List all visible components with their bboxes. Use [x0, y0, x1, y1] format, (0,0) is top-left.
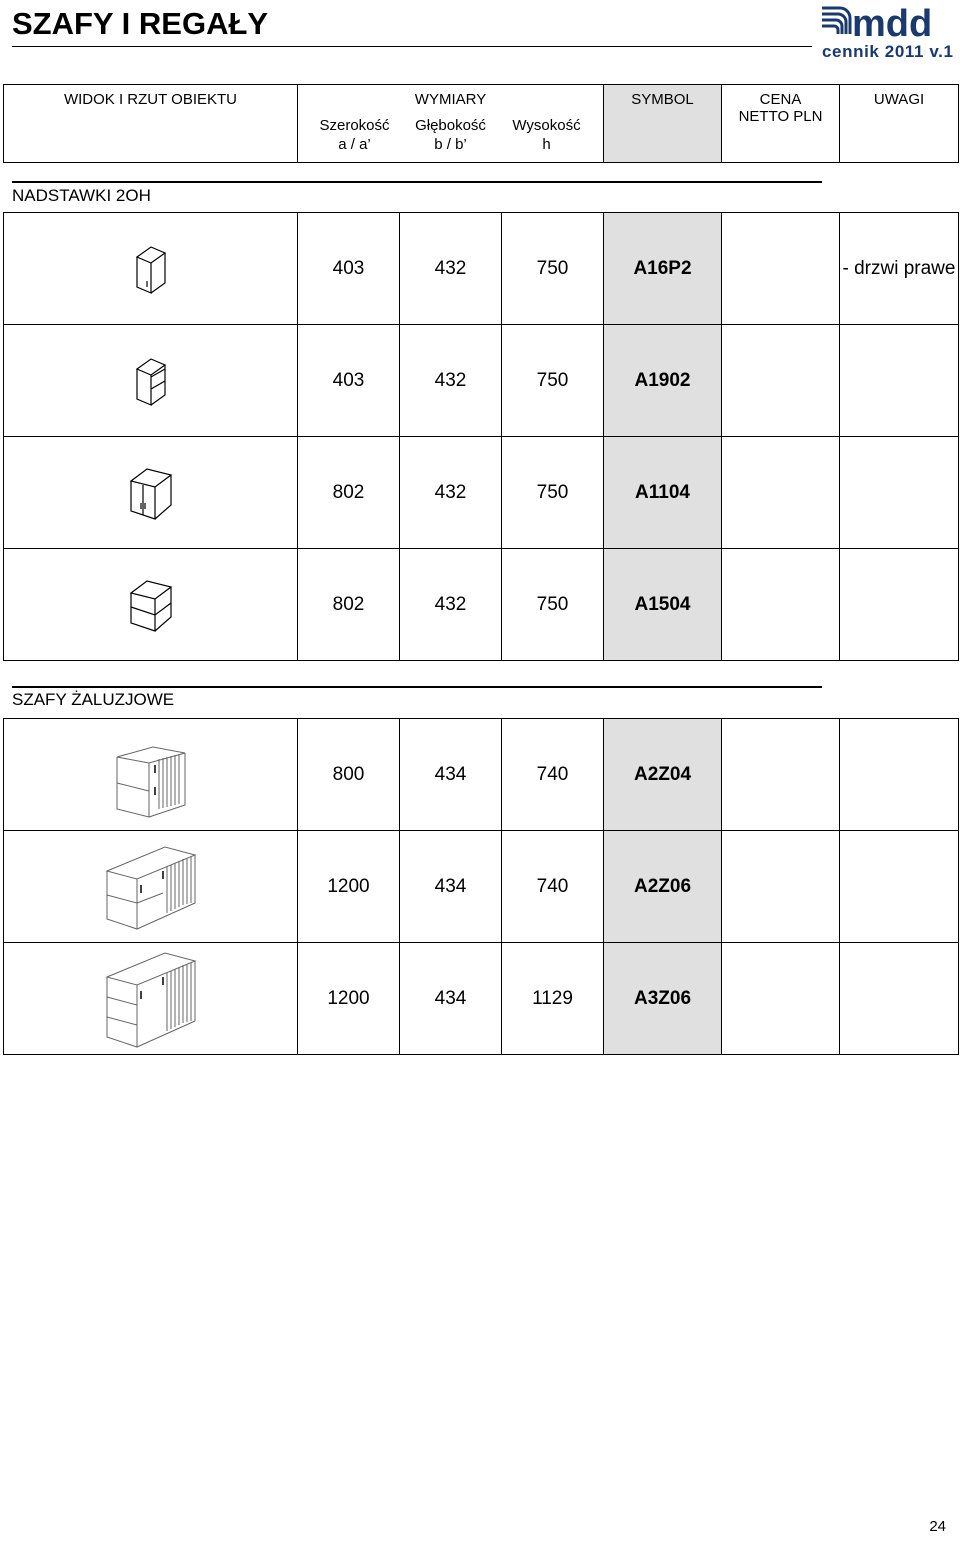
- logo-subtitle: cennik 2011 v.1: [822, 42, 954, 61]
- header-width-sub: a / a’: [338, 136, 371, 153]
- symbol-cell: A16P2: [604, 213, 722, 325]
- section-rule: [12, 181, 822, 183]
- height-cell: 740: [502, 831, 604, 943]
- header-height-sub: h: [542, 136, 551, 153]
- mdd-logo-mark: [818, 2, 956, 42]
- open-shelf-narrow-icon: [131, 355, 171, 407]
- table-row: [4, 549, 959, 661]
- section-table: [3, 212, 959, 661]
- price-cell: [722, 437, 840, 549]
- page-title: SZAFY I REGAŁY: [12, 6, 269, 41]
- symbol-cell: A2Z06: [604, 831, 722, 943]
- section-label: SZAFY ŻALUZJOWE: [12, 690, 175, 709]
- depth-cell: 432: [400, 325, 502, 437]
- price-cell: [722, 831, 840, 943]
- header-dimensions-label: WYMIARY: [414, 91, 487, 108]
- product-drawing: [4, 719, 298, 831]
- header-depth-sub: b / b’: [434, 136, 467, 153]
- table-row: [4, 325, 959, 437]
- note-cell: [840, 325, 959, 437]
- height-cell: 750: [502, 213, 604, 325]
- note-cell: - drzwi prawe: [840, 213, 959, 325]
- product-drawing: [4, 437, 298, 549]
- height-cell: 750: [502, 549, 604, 661]
- depth-cell: 434: [400, 943, 502, 1055]
- section-table: [3, 718, 959, 1055]
- symbol-cell: A1104: [604, 437, 722, 549]
- price-cell: [722, 213, 840, 325]
- note-cell: [840, 943, 959, 1055]
- price-cell: [722, 719, 840, 831]
- price-cell: [722, 549, 840, 661]
- header-height: [499, 116, 595, 154]
- depth-cell: 432: [400, 213, 502, 325]
- note-cell: [840, 437, 959, 549]
- product-drawing: [4, 213, 298, 325]
- height-cell: 750: [502, 437, 604, 549]
- table-row: [4, 213, 959, 325]
- height-cell: 1129: [502, 943, 604, 1055]
- header-price-line2: NETTO PLN: [738, 108, 823, 125]
- table-row: [4, 943, 959, 1055]
- width-cell: 800: [298, 719, 400, 831]
- header-width-label: Szerokość: [319, 117, 390, 134]
- header-symbol-label: SYMBOL: [631, 91, 694, 108]
- section-rule: [12, 686, 822, 688]
- depth-cell: 434: [400, 719, 502, 831]
- section-label: NADSTAWKI 2OH: [12, 186, 151, 205]
- header-depth: [403, 116, 499, 154]
- header-table: [3, 84, 959, 163]
- width-cell: 403: [298, 213, 400, 325]
- width-cell: 1200: [298, 831, 400, 943]
- product-drawing: [4, 943, 298, 1055]
- height-cell: 750: [502, 325, 604, 437]
- double-door-cabinet-icon: [125, 465, 177, 521]
- depth-cell: 434: [400, 831, 502, 943]
- single-door-cabinet-icon: [131, 243, 171, 295]
- note-cell: [840, 831, 959, 943]
- depth-cell: 432: [400, 437, 502, 549]
- header-dimensions: [298, 85, 604, 163]
- header-notes: [840, 85, 959, 163]
- title-rule: [12, 46, 812, 47]
- note-cell: [840, 549, 959, 661]
- price-cell: [722, 325, 840, 437]
- product-drawing: [4, 325, 298, 437]
- product-drawing: [4, 831, 298, 943]
- header-price-line1: CENA: [759, 91, 802, 108]
- header-width: [307, 116, 403, 154]
- header-price: [722, 85, 840, 163]
- header-depth-label: Głębokość: [415, 117, 486, 134]
- logo-brand-text: mdd: [852, 3, 933, 42]
- product-drawing: [4, 549, 298, 661]
- width-cell: 802: [298, 437, 400, 549]
- width-cell: 802: [298, 549, 400, 661]
- symbol-cell: A3Z06: [604, 943, 722, 1055]
- header-symbol: [604, 85, 722, 163]
- tambour-cabinet-tall-icon: [103, 947, 199, 1051]
- symbol-cell: A2Z04: [604, 719, 722, 831]
- tambour-cabinet-wide-icon: [103, 837, 199, 937]
- header-height-label: Wysokość: [512, 117, 581, 134]
- header-notes-label: UWAGI: [873, 91, 925, 108]
- width-cell: 1200: [298, 943, 400, 1055]
- symbol-cell: A1902: [604, 325, 722, 437]
- tambour-cabinet-small-icon: [113, 731, 189, 819]
- table-row: [4, 437, 959, 549]
- table-row: [4, 719, 959, 831]
- height-cell: 740: [502, 719, 604, 831]
- price-cell: [722, 943, 840, 1055]
- width-cell: 403: [298, 325, 400, 437]
- note-cell: [840, 719, 959, 831]
- header-view-label: WIDOK I RZUT OBIEKTU: [63, 91, 238, 108]
- table-row: [4, 831, 959, 943]
- open-shelf-wide-icon: [125, 577, 177, 633]
- depth-cell: 432: [400, 549, 502, 661]
- symbol-cell: A1504: [604, 549, 722, 661]
- header-view: [4, 85, 298, 163]
- page-number: 24: [929, 1518, 946, 1535]
